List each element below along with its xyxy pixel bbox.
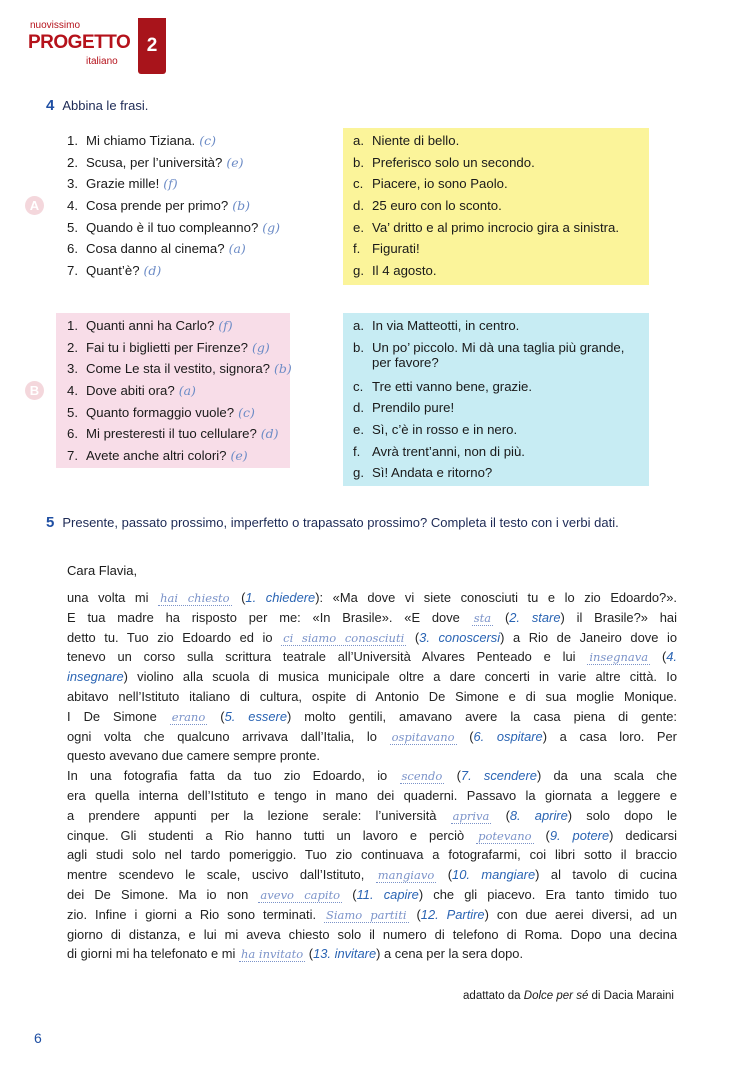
verb-hint: 13. invitare xyxy=(313,946,377,962)
answer-letter: (c) xyxy=(199,133,216,148)
text-line: di giorni mi ha telefonato e mi ha invitato (13. invitare) a cena per la sera dopo. xyxy=(67,946,524,962)
volume-badge: 2 xyxy=(138,18,166,74)
answer-fill: potevano xyxy=(478,828,532,843)
exercise-5-number: 5 xyxy=(46,514,55,531)
section-b-marker: B xyxy=(25,381,44,400)
text-line: In una fotografia fatta da tuo zio Edoardo, io scendo (7. scendere) da una scala che xyxy=(67,768,677,784)
list-item: e. Sì, c’è in rosso e in nero. xyxy=(353,422,518,438)
list-item: f. Figurati! xyxy=(353,241,420,257)
answer-letter: (g) xyxy=(262,219,281,235)
answer-letter: (g) xyxy=(252,339,270,355)
list-item: 7. Avete anche altri colori? (e) xyxy=(67,448,248,464)
answer-fill: insegnava xyxy=(589,650,649,665)
list-item: c. Tre etti vanno bene, grazie. xyxy=(353,378,533,394)
answer-fill: mangiavo xyxy=(377,868,435,883)
answer-letter: (e) xyxy=(226,154,244,170)
list-item: 1. Mi chiamo Tiziana. (c) xyxy=(67,133,216,148)
verb-hint: 11. capire xyxy=(356,886,419,902)
exercise-5-instruction: Presente, passato prossimo, imperfetto o trapassato prossimo? Completa il testo con i verbi dati. xyxy=(62,515,619,530)
answer-letter: (b) xyxy=(232,198,250,214)
verb-hint: 7. scendere xyxy=(460,768,537,784)
source-credit: adattato da Dolce per sé di Dacia Maraini xyxy=(463,990,674,1002)
list-item: 3. Grazie mille! (f) xyxy=(67,176,178,192)
answer-letter: (e) xyxy=(230,448,248,464)
letter-greeting: Cara Flavia, xyxy=(67,563,138,578)
section-b-questions xyxy=(67,318,292,470)
list-item: 5. Quanto formaggio vuole? (c) xyxy=(67,404,255,420)
answer-fill: scendo xyxy=(401,769,443,784)
answer-fill: apriva xyxy=(452,808,490,823)
answer-letter: (d) xyxy=(143,263,162,279)
section-b-replies xyxy=(353,318,624,487)
list-item: 4. Cosa prende per primo? (b) xyxy=(67,198,250,214)
answer-fill: Siamo partiti xyxy=(325,907,407,922)
text-line: giorno di distanza, e lui mi aveva chiesto solo il numero di telefono di Roma. Dopo una decina xyxy=(67,926,677,942)
verb-hint: 5. essere xyxy=(224,708,287,724)
answer-fill: avevo capito xyxy=(260,887,341,902)
answer-letter: (a) xyxy=(178,383,196,399)
text-line: I De Simone erano (5. essere) molto gentili, amavano avere la casa piena di gente: xyxy=(67,708,677,724)
list-item: e. Va’ dritto e al primo incrocio gira a sinistra. xyxy=(353,219,619,235)
verb-hint: 2. stare xyxy=(509,609,561,625)
verb-hint: 4. xyxy=(666,649,677,665)
text-line: cinque. Gli studenti a Rio hanno tutti un lavoro e perciò potevano (9. potere) dedicarsi xyxy=(67,827,677,843)
list-item: 5. Quando è il tuo compleanno? (g) xyxy=(67,219,281,235)
list-item: 2. Scusa, per l’università? (e) xyxy=(67,154,244,170)
list-item: 7. Quant’è? (d) xyxy=(67,263,162,279)
answer-fill: ha invitato xyxy=(240,947,304,962)
page-number: 6 xyxy=(34,1030,42,1046)
section-a-questions xyxy=(67,133,280,285)
list-item: 6. Mi presteresti il tuo cellulare? (d) xyxy=(67,426,279,442)
verb-hint: 6. ospitare xyxy=(473,728,543,744)
text-line: E tua madre ha risposto per me: «In Brasile». «E dove sta (2. stare) il Brasile?» hai xyxy=(67,609,677,625)
verb-hint: 12. Partire xyxy=(420,906,485,922)
list-item: b. Preferisco solo un secondo. xyxy=(353,154,535,170)
list-item: 1. Quanti anni ha Carlo? (f) xyxy=(67,318,233,333)
list-item: g. Il 4 agosto. xyxy=(353,263,437,279)
text-line: mentre scendevo le scale, uscivo dall’Istituto, mangiavo (10. mangiare) al tavolo di cucina xyxy=(67,867,677,883)
answer-letter: (c) xyxy=(238,404,255,420)
text-line: insegnare) violino alla scuola di musica municipale oltre a dare concerti in varie altre città. Io xyxy=(67,669,677,685)
text-line: dei De Simone. Ma io non avevo capito (11. capire) che gli piacevo. Era tanto timido tuo xyxy=(67,886,677,902)
exercise-4-title xyxy=(46,97,148,114)
answer-letter: (a) xyxy=(228,241,246,257)
list-item: c. Piacere, io sono Paolo. xyxy=(353,176,508,192)
section-a-marker: A xyxy=(25,196,44,215)
answer-letter: (f) xyxy=(163,176,178,192)
text-line: ogni volta che qualcuno arrivava dall’Italia, lo ospitavano (6. ospitare) a casa loro. Per xyxy=(67,728,677,744)
list-item: a. Niente di bello. xyxy=(353,133,460,148)
list-item: d. 25 euro con lo sconto. xyxy=(353,198,502,214)
answer-fill: ci siamo conosciuti xyxy=(283,630,405,645)
answer-fill: erano xyxy=(171,709,206,724)
answer-fill: hai chiesto xyxy=(160,591,230,605)
list-item: 2. Fai tu i biglietti per Firenze? (g) xyxy=(67,339,270,355)
text-line: agli studi solo nel tardo pomeriggio. Tuo zio continuava a fotografarmi, coi libri sotto il braccio xyxy=(67,847,677,863)
verb-hint: 3. conoscersi xyxy=(419,629,501,645)
answer-letter: (f) xyxy=(218,318,233,333)
list-item: 3. Come Le sta il vestito, signora? (b) xyxy=(67,361,292,377)
series-logo xyxy=(26,18,166,78)
list-item: 4. Dove abiti ora? (a) xyxy=(67,383,196,399)
verb-hint: 9. potere xyxy=(549,827,610,843)
text-line: a prendere appunti per la lezione serale: l’università apriva (8. aprire) solo dopo le xyxy=(67,807,677,823)
list-item: a. In via Matteotti, in centro. xyxy=(353,318,520,333)
list-item: f. Avrà trent’anni, non di più. xyxy=(353,443,525,459)
text-line: era quella interna dell’Istituto e tengo in mano dei quaderni. Passavo la giornata a leggere e xyxy=(67,787,677,803)
text-line: abitavo nell’Istituto italiano di cultura, ospite di Antonio De Simone e di sua moglie Monique. xyxy=(67,688,677,704)
answer-fill: sta xyxy=(473,610,492,625)
source-title: Dolce per sé xyxy=(523,990,589,1002)
text-line: una volta mi hai chiesto (1. chiedere): «Ma dove vi siete conosciuti tu e lo zio Edoardo?». xyxy=(67,590,677,605)
list-item: g. Sì! Andata e ritorno? xyxy=(353,465,493,481)
letter-body xyxy=(67,588,677,964)
answer-fill: ospitavano xyxy=(391,729,455,744)
text-line: zio. Infine i giorni a Rio sono terminati. Siamo partiti (12. Partire) con due aerei diversi, ad un xyxy=(67,906,677,922)
list-item: b. Un po’ piccolo. Mi dà una taglia più grande, per favore? xyxy=(353,339,625,370)
logo-line-1: nuovissimo xyxy=(30,20,81,31)
answer-letter: (b) xyxy=(273,361,292,377)
verb-hint: 10. mangiare xyxy=(452,867,536,883)
section-a-replies xyxy=(353,133,619,285)
logo-line-2: PROGETTO xyxy=(28,32,131,53)
verb-hint: insegnare xyxy=(67,669,124,685)
logo-line-3: italiano xyxy=(86,56,118,67)
text-line: questo avevano due camere sempre pronte. xyxy=(67,748,320,764)
exercise-5-title xyxy=(46,514,619,531)
text-line: detto tu. Tuo zio Edoardo ed io ci siamo conosciuti (3. conoscersi) a Rio de Janeiro dove io xyxy=(67,629,677,645)
answer-letter: (d) xyxy=(260,426,279,442)
verb-hint: 8. aprire xyxy=(509,807,568,823)
list-item: 6. Cosa danno al cinema? (a) xyxy=(67,241,246,257)
exercise-4-number: 4 xyxy=(46,97,55,114)
text-line: tenevo un corso sulla scrittura teatrale all’Università Alvares Penteado e lui insegnava (4. xyxy=(67,649,677,665)
exercise-4-instruction: Abbina le frasi. xyxy=(62,98,149,113)
list-item: d. Prendilo pure! xyxy=(353,400,455,416)
verb-hint: 1. chiedere xyxy=(245,590,316,605)
